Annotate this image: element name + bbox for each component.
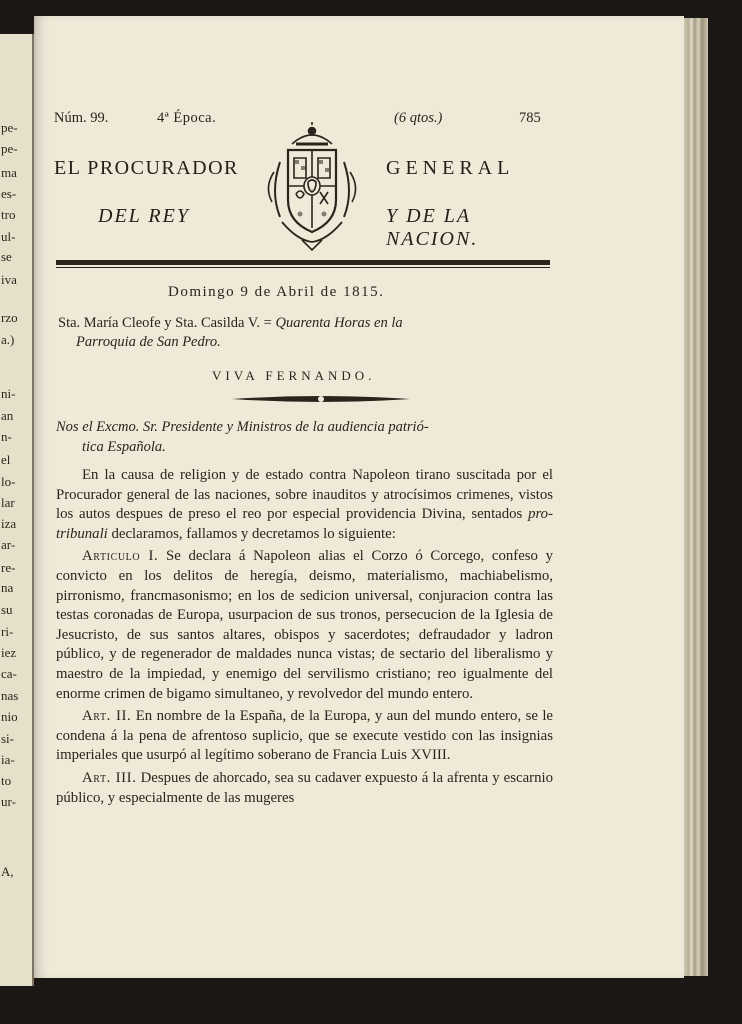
left-page-text: tro [1, 207, 16, 222]
header-rule-thin [56, 267, 550, 268]
left-page-text: ur- [1, 794, 16, 809]
issue-number: Núm. 99. [54, 110, 109, 126]
epoca-label: 4ª Época. [157, 110, 217, 126]
saints-names: Sta. María Cleofe y Sta. Casilda V. = [58, 315, 276, 331]
left-page-text: pe- [1, 120, 18, 135]
parroquia-line: Parroquia de San Pedro. [76, 334, 221, 350]
left-page-text: re- [1, 560, 16, 575]
left-page-text: se [1, 249, 12, 264]
preamble-text: En la causa de religion y de estado contra Napoleon tirano suscitada por el Procurador general de las naciones, sobre inauditos y atrocísimos crimenes, vistos los autos despues de preso el reo por especial providencia Divina, sentados [56, 467, 553, 523]
page-stack-edge [684, 18, 708, 976]
left-page-text: ul- [1, 229, 16, 244]
paragraph-article-2 [56, 707, 553, 766]
left-page-fragment [0, 34, 34, 986]
left-page-text: A, [1, 864, 14, 879]
left-page-text: si- [1, 731, 14, 746]
left-page-text: to [1, 773, 12, 788]
article-3-label: Art. III. [82, 769, 137, 786]
left-page-text: ri- [1, 624, 14, 639]
ornament-divider-icon [230, 392, 412, 406]
royal-crest-icon [262, 122, 362, 252]
quarenta-horas: Quarenta Horas en la [275, 315, 403, 331]
article-2-text: En nombre de la España, de la Europa, y aun del mundo entero, se le condena á la pena de afrentoso suplicio, que se execute vestido con las insignias imperiales que usurpó al legítimo soberano de Francia Luis XVIII. [56, 708, 553, 764]
left-page-text: ni- [1, 386, 16, 401]
left-page-text: lar [1, 495, 15, 510]
left-page-text: ar- [1, 537, 16, 552]
article-3-text: Despues de ahorcado, sea su cadaver expuesto á la afrenta y escarnio público, y especialmente de las mugeres [56, 769, 553, 806]
preamble-end: declaramos, fallamos y decretamos lo siguiente: [107, 525, 396, 542]
viva-fernando: VIVA FERNANDO. [212, 368, 376, 383]
left-page-text: iva [1, 272, 17, 287]
intro-line-2: tica Española. [82, 439, 166, 455]
paragraph-article-1 [56, 547, 553, 704]
paragraph-article-3 [56, 769, 553, 808]
article-2-label: Art. II. [82, 708, 132, 725]
left-page-text: su [1, 602, 13, 617]
left-page-text: nio [1, 709, 18, 724]
masthead-general: GENERAL [386, 157, 515, 179]
intro-line-1: Nos el Excmo. Sr. Presidente y Ministros de la audiencia patrió- [56, 419, 429, 435]
left-page-text: lo- [1, 474, 16, 489]
left-page-text: na [1, 580, 14, 595]
left-page-text: es- [1, 186, 17, 201]
left-page-text: ma [1, 165, 17, 180]
saints-of-day [58, 314, 553, 352]
court-intro [56, 417, 554, 457]
left-page-text: rzo [1, 310, 18, 325]
left-page-text: a.) [1, 332, 15, 347]
left-page-text: n- [1, 429, 12, 444]
date-line: Domingo 9 de Abril de 1815. [168, 284, 385, 300]
left-page-text: iza [1, 516, 17, 531]
left-page-text: ia- [1, 752, 15, 767]
left-page-text: iez [1, 645, 17, 660]
header-rule-thick [56, 260, 550, 265]
page-number: 785 [519, 110, 541, 126]
price-label: (6 qtos.) [394, 110, 443, 126]
article-body [56, 466, 553, 808]
article-1-text: Se declara á Napoleon alias el Corzo ó Corcego, confeso y convicto en los delitos de heregía, deismo, materialismo, machiabelismo, pirronismo, francmasonismo; en los de sedicion universal, conjuracion contra las testas coronadas de Europa, usurpacion de sus tronos, persecucion de la Iglesia de Jesucristo, de sus santos altares, obispos y sacerdotes; defraudador y ladron público, y de regenerador de maldades nunca vistas; de sectario del liberalismo y maestro de la impiedad, y enemigo del servilismo cristiano; reo igualmente del enorme crimen de bigamo simultaneo, y revolvedor del mundo entero. [56, 548, 553, 702]
masthead-del-rey: DEL REY [98, 205, 190, 227]
pro-tribunali: pro-tribunali [56, 506, 553, 542]
left-page-text: el [1, 452, 11, 467]
left-page-text: ca- [1, 666, 17, 681]
left-page-text: nas [1, 688, 19, 703]
left-page-text: an [1, 408, 14, 423]
masthead-de-la-nacion: Y DE LA NACION. [386, 205, 479, 250]
paragraph-preamble [56, 466, 553, 544]
article-1-label: Articulo I. [82, 548, 159, 565]
masthead-el-procurador: EL PROCURADOR [54, 157, 239, 179]
left-page-text: pe- [1, 141, 18, 156]
